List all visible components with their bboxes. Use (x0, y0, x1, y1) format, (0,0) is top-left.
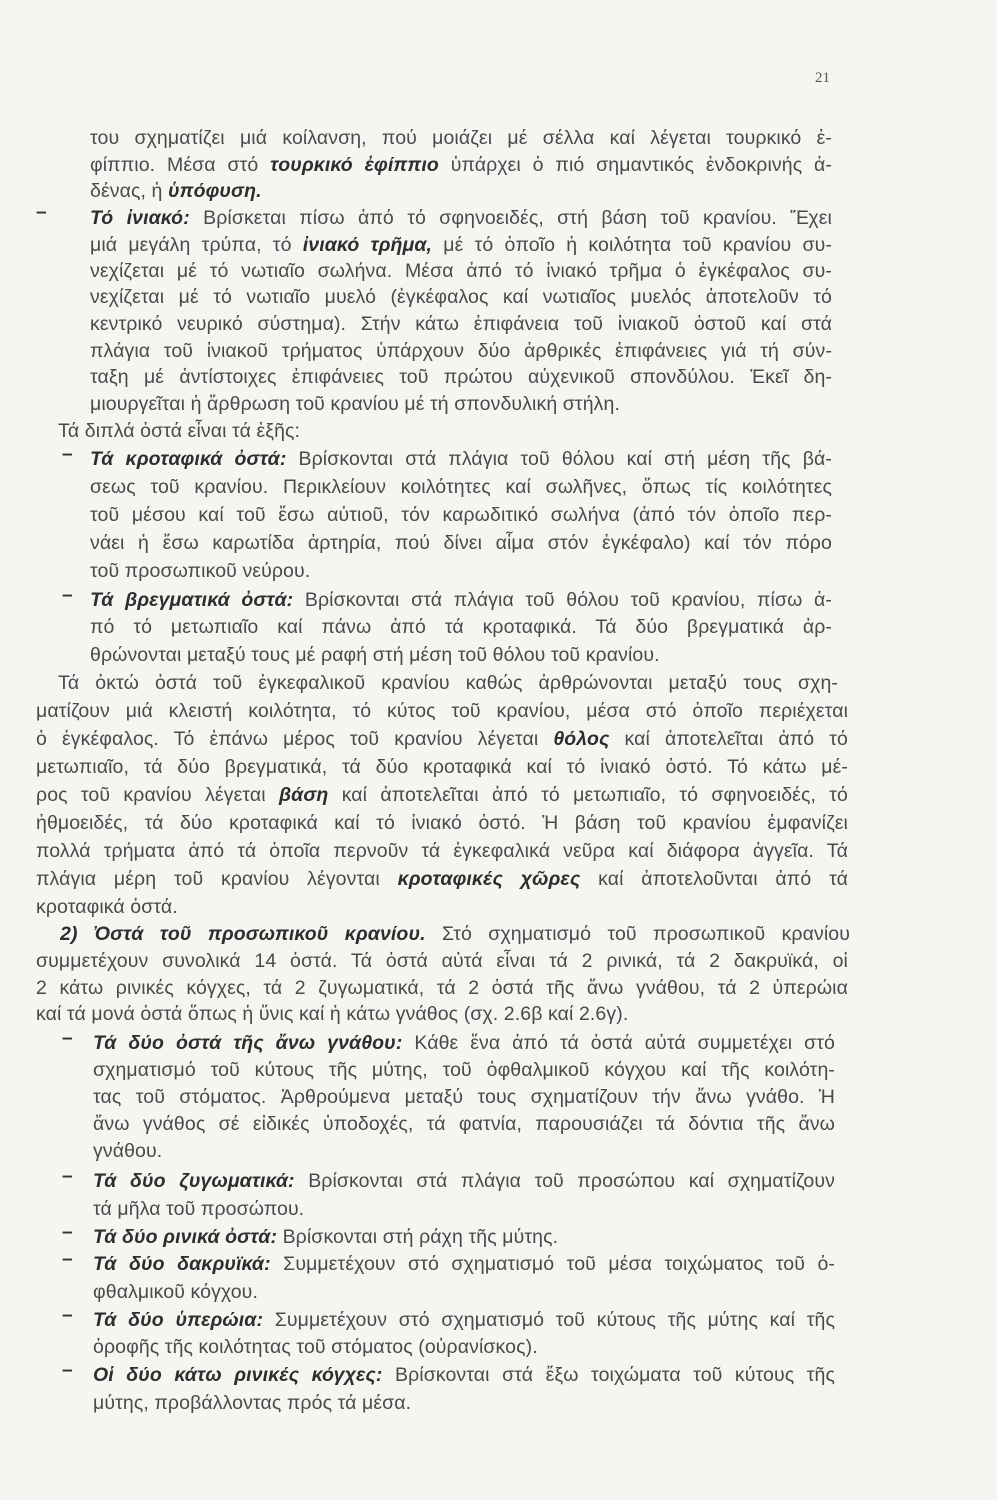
text-line: ὁ ἐγκέφαλος. Τό ἐπάνω μέρος τοῦ κρανίου λέγεται θόλος καί ἀποτελεῖται ἀπό τό (36, 728, 848, 750)
text-line: Οἱ δύο κάτω ρινικές κόγχες: Βρίσκονται στά ἔξω τοιχώματα τοῦ κύτους τῆς (93, 1364, 835, 1386)
text-line: σχηματισμό τοῦ κύτους τῆς μύτης, τοῦ ὀφθαλμικοῦ κόγχου καί τῆς κοιλότη- (93, 1059, 835, 1081)
text-line: Τά δύο δακρυϊκά: Συμμετέχουν στό σχηματισμό τοῦ μέσα τοιχώματος τοῦ ὀ- (93, 1253, 835, 1275)
list-dash: – (62, 1305, 73, 1326)
emphasized-term: 2) Ὀστά τοῦ προσωπικοῦ κρανίου. (60, 923, 426, 945)
text-line: τοῦ μέσου καί τοῦ ἔσω αὐτιοῦ, τόν καρωδιτικό σωλήνα (ἀπό τόν ὁποῖο περ- (90, 504, 832, 526)
emphasized-term: Τά δύο ζυγωματικά: (93, 1170, 295, 1192)
emphasized-term: Τά βρεγματικά ὀστά: (90, 589, 294, 611)
emphasized-term: Τά κροταφικά ὀστά: (90, 448, 287, 470)
list-dash: – (36, 202, 47, 223)
emphasized-term: Τά δύο ρινικά ὀστά: (93, 1226, 278, 1248)
text-line: θρώνονται μεταξύ τους μέ ραφή στή μέση τοῦ θόλου τοῦ κρανίου. (90, 644, 660, 666)
list-dash: – (62, 1222, 73, 1243)
text-line: Τά δύο ὑπερώια: Συμμετέχουν στό σχηματισμό τοῦ κύτους τῆς μύτης καί τῆς (93, 1309, 835, 1331)
emphasized-term: Τό ἰνιακό: (90, 207, 190, 229)
text-line: 2) Ὀστά τοῦ προσωπικοῦ κρανίου. Στό σχηματισμό τοῦ προσωπικοῦ κρανίου (60, 923, 850, 945)
emphasized-term: βάση (278, 784, 329, 806)
text-line: 2 κάτω ρινικές κόγχες, τά 2 ζυγωματικά, τά 2 ὀστά τῆς ἄνω γνάθου, τά 2 ὑπερώια (36, 977, 848, 999)
list-dash: – (62, 1166, 73, 1187)
text-line: ὀροφῆς τῆς κοιλότητας τοῦ στόματος (οὐρανίσκος). (93, 1336, 538, 1358)
emphasized-term: ἰνιακό τρῆμα, (302, 234, 433, 256)
text-line: πό τό μετωπιαῖο καί πάνω ἀπό τά κροταφικά. Τά δύο βρεγματικά ἀρ- (90, 616, 832, 638)
text-line: τας τοῦ στόματος. Ἀρθρούμενα μεταξύ τους σχηματίζουν τήν ἄνω γνάθο. Ἡ (93, 1086, 835, 1108)
text-line: φίππιο. Μέσα στό τουρκικό ἐφίππιο ὑπάρχει ὁ πιό σημαντικός ἐνδοκρινής ἀ- (90, 154, 832, 176)
text-line: φθαλμικοῦ κόγχου. (93, 1281, 258, 1303)
text-line: ταξη μέ ἀντίστοιχες ἐπιφάνειες τοῦ πρώτου αὐχενικοῦ σπονδύλου. Ἐκεῖ δη- (90, 366, 832, 388)
text-line: ρος τοῦ κρανίου λέγεται βάση καί ἀποτελεῖται ἀπό τό μετωπιαῖο, τό σφηνοειδές, τό (36, 784, 848, 806)
emphasized-term: Τά δύο ὀστά τῆς ἄνω γνάθου: (93, 1032, 403, 1054)
text-line: συμμετέχουν συνολικά 14 ὀστά. Τά ὀστά αὐτά εἶναι τά 2 ρινικά, τά 2 δακρυϊκά, οἱ (36, 950, 848, 972)
text-line: Τά βρεγματικά ὀστά: Βρίσκονται στά πλάγια τοῦ θόλου τοῦ κρανίου, πίσω ἀ- (90, 589, 832, 611)
text-line: Τό ἰνιακό: Βρίσκεται πίσω ἀπό τό σφηνοειδές, στή βάση τοῦ κρανίου. Ἔχει (90, 207, 832, 229)
text-line: γνάθου. (93, 1140, 163, 1162)
emphasized-term: ὑπόφυση. (167, 180, 262, 202)
text-line: δένας, ἡ ὑπόφυση. (90, 180, 262, 202)
text-line: Τά ὀκτώ ὀστά τοῦ ἐγκεφαλικοῦ κρανίου καθώς ἀρθρώνονται μεταξύ τους σχη- (58, 672, 838, 694)
list-dash: – (62, 444, 73, 465)
list-dash: – (62, 1360, 73, 1381)
text-line: νεχίζεται μέ τό νωτιαῖο σωλήνα. Μέσα ἀπό τό ἰνιακό τρῆμα ὁ ἐγκέφαλος συ- (90, 260, 832, 282)
text-line: μιουργεῖται ἡ ἄρθρωση τοῦ κρανίου μέ τή σπονδυλική στήλη. (90, 393, 620, 415)
emphasized-term: κροταφικές χῶρες (397, 868, 581, 890)
list-dash: – (62, 1249, 73, 1270)
text-line: σεως τοῦ κρανίου. Περικλείουν κοιλότητες καί σωλῆνες, ὅπως τίς κοιλότητες (90, 476, 832, 498)
text-line: νεχίζεται μέ τό νωτιαῖο μυελό (ἐγκέφαλος καί νωτιαῖος μυελός ἀποτελοῦν τό (90, 286, 832, 308)
text-line: μιά μεγάλη τρύπα, τό ἰνιακό τρῆμα, μέ τό ὁποῖο ἡ κοιλότητα τοῦ κρανίου συ- (90, 234, 832, 256)
emphasized-term: τουρκικό ἐφίππιο (270, 154, 439, 176)
text-line: Τά δύο ζυγωματικά: Βρίσκονται στά πλάγια τοῦ προσώπου καί σχηματίζουν (93, 1170, 835, 1192)
text-line: μύτης, προβάλλοντας πρός τά μέσα. (93, 1392, 412, 1414)
text-line: Τά διπλά ὀστά εἶναι τά ἑξῆς: (58, 420, 301, 442)
text-line: κεντρικό νευρικό σύστημα). Στήν κάτω ἐπιφάνεια τοῦ ἰνιακοῦ ὀστοῦ καί στά (90, 313, 832, 335)
list-dash: – (62, 1028, 73, 1049)
text-line: καί τά μονά ὀστά ὅπως ἡ ὕνις καί ἡ κάτω γνάθος (σχ. 2.6β καί 2.6γ). (36, 1003, 629, 1025)
text-line: πλάγια μέρη τοῦ κρανίου λέγονται κροταφικές χῶρες καί ἀποτελοῦνται ἀπό τά (36, 868, 848, 890)
emphasized-term: θόλος (553, 728, 610, 750)
page-number: 21 (815, 70, 830, 86)
emphasized-term: Οἱ δύο κάτω ρινικές κόγχες: (93, 1364, 383, 1386)
text-line: κροταφικά ὀστά. (36, 896, 178, 918)
text-line: τά μῆλα τοῦ προσώπου. (93, 1198, 305, 1220)
text-line: ματίζουν μιά κλειστή κοιλότητα, τό κύτος τοῦ κρανίου, μέσα στό ὁποῖο περιέχεται (36, 700, 848, 722)
emphasized-term: Τά δύο ὑπερώια: (93, 1309, 264, 1331)
text-line: Τά δύο ὀστά τῆς ἄνω γνάθου: Κάθε ἕνα ἀπό τά ὀστά αὐτά συμμετέχει στό (93, 1032, 835, 1054)
text-line: του σχηματίζει μιά κοίλανση, πού μοιάζει μέ σέλλα καί λέγεται τουρκικό ἐ- (90, 127, 832, 149)
text-line: τοῦ προσωπικοῦ νεύρου. (90, 560, 311, 582)
text-line: Τά κροταφικά ὀστά: Βρίσκονται στά πλάγια τοῦ θόλου καί στή μέση τῆς βά- (90, 448, 832, 470)
text-line: πολλά τρήματα ἀπό τά ὁποῖα περνοῦν τά ἐγκεφαλικά νεῦρα καί διάφορα ἀγγεῖα. Τά (36, 840, 848, 862)
text-line: μετωπιαῖο, τά δύο βρεγματικά, τά δύο κροταφικά καί τό ἰνιακό ὀστό. Τό κάτω μέ- (36, 756, 848, 778)
list-dash: – (62, 585, 73, 606)
emphasized-term: Τά δύο δακρυϊκά: (93, 1253, 271, 1275)
text-line: Τά δύο ρινικά ὀστά: Βρίσκονται στή ράχη τῆς μύτης. (93, 1226, 559, 1248)
text-line: ἄνω γνάθος σέ εἰδικές ὑποδοχές, τά φατνία, παρουσιάζει τά δόντια τῆς ἄνω (93, 1113, 835, 1135)
text-line: ἠθμοειδές, τά δύο κροταφικά καί τό ἰνιακό ὀστό. Ἡ βάση τοῦ κρανίου ἐμφανίζει (36, 812, 848, 834)
text-line: νάει ἡ ἔσω καρωτίδα ἀρτηρία, πού δίνει αἷμα στόν ἐγκέφαλο) καί τόν πόρο (90, 532, 832, 554)
text-line: πλάγια τοῦ ἰνιακοῦ τρήματος ὑπάρχουν δύο ἀρθρικές ἐπιφάνειες γιά τή σύν- (90, 340, 832, 362)
